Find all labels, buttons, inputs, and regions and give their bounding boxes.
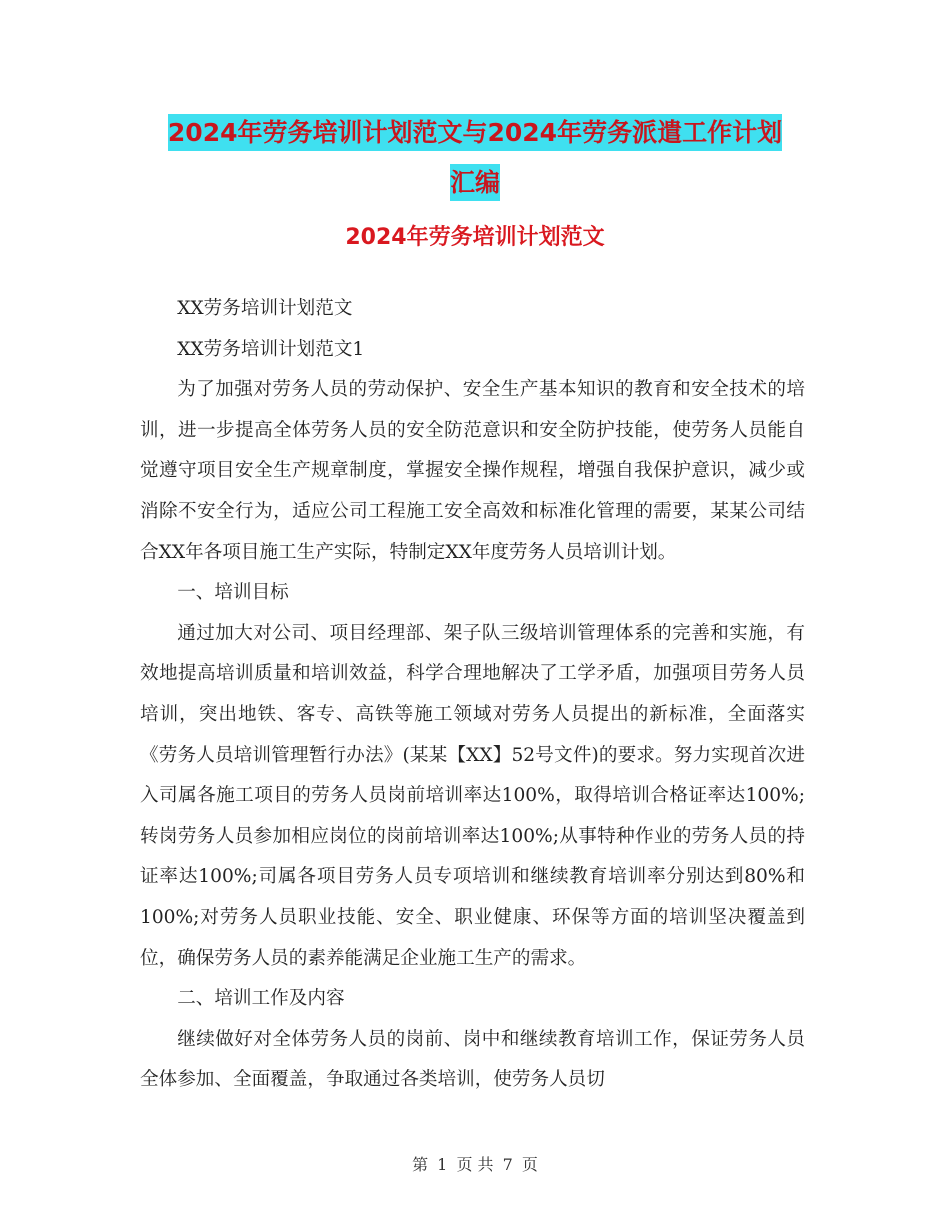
- footer-middle: 页 共: [456, 1155, 494, 1174]
- document-title-line1: 2024年劳务培训计划范文与2024年劳务派遣工作计划: [168, 114, 782, 151]
- paragraph: XX劳务培训计划范文: [177, 298, 353, 319]
- document-title-line2: 汇编: [450, 164, 500, 201]
- paragraph: XX劳务培训计划范文1: [177, 338, 365, 360]
- paragraph: 为了加强对劳务人员的劳动保护、安全生产基本知识的教育和安全技术的培训，进一步提高全体劳务人员的安全防范意识和安全防护技能，使劳务人员能自觉遵守项目安全生产规章制度，掌握安全操作规程，增强自我保护意识，减少或消除不安全行为，适应公司工程施工安全高效和标准化管理的需要，某某公司结合XX年各项目施工生产实际，特制定XX年度劳务人员培训计划。: [140, 379, 805, 563]
- footer-suffix: 页: [521, 1155, 538, 1174]
- document-title: [140, 108, 810, 208]
- document-body: [140, 289, 805, 1101]
- section-title: 2024年劳务培训计划范文: [345, 225, 605, 250]
- paragraph: 一、培训目标: [177, 582, 289, 604]
- paragraph: 通过加大对公司、项目经理部、架子队三级培训管理体系的完善和实施，有效地提高培训质量和培训效益，科学合理地解决了工学矛盾，加强项目劳务人员培训，突出地铁、客专、高铁等施工领域对劳务人员提出的新标准，全面落实《劳务人员培训管理暂行办法》(某某【XX】52号文件)的要求。努力实现首次进入司属各施工项目的劳务人员岗前培训率达100%，取得培训合格证率达100%;转岗劳务人员参加相应岗位的岗前培训率达100%;从事特种作业的劳务人员的持证率达100%;司属各项目劳务人员专项培训和继续教育培训率分别达到80%和100%;对劳务人员职业技能、安全、职业健康、环保等方面的培训坚决覆盖到位，确保劳务人员的素养能满足企业施工生产的需求。: [140, 622, 805, 969]
- page-footer: [0, 1152, 950, 1175]
- footer-page-number: 1: [437, 1155, 448, 1174]
- paragraph: 二、培训工作及内容: [177, 988, 345, 1010]
- footer-total-pages: 7: [502, 1155, 513, 1174]
- paragraph: 继续做好对全体劳务人员的岗前、岗中和继续教育培训工作，保证劳务人员全体参加、全面覆盖，争取通过各类培训，使劳务人员切: [140, 1028, 805, 1091]
- footer-prefix: 第: [412, 1155, 429, 1174]
